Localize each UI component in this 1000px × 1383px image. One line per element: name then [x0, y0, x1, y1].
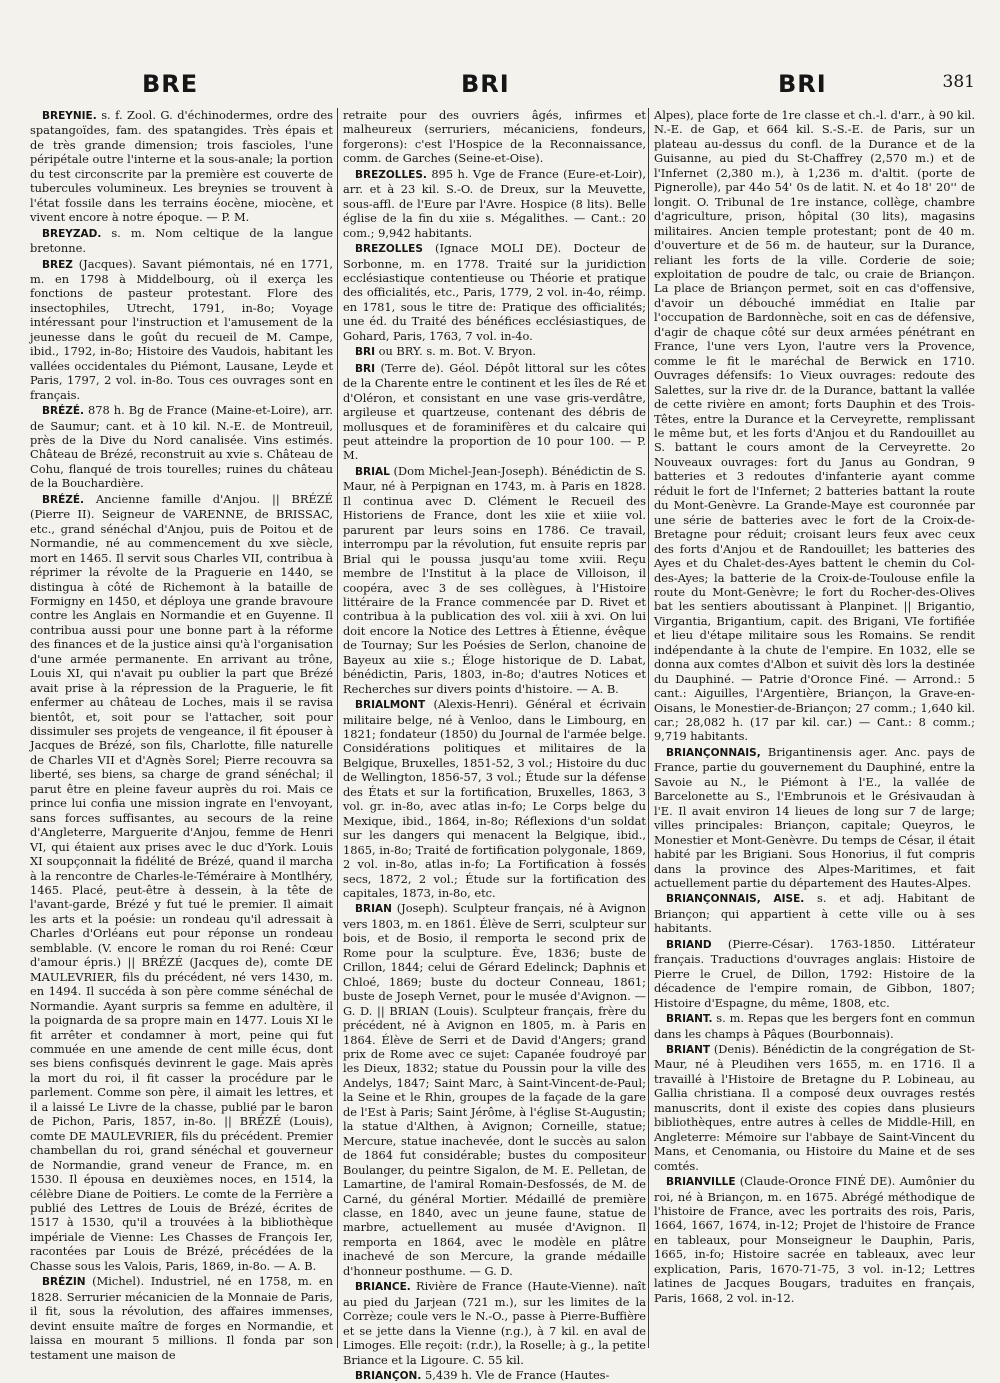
entry-text: (Joseph). Sculpteur français, né à Avignon vers 1803, m. en 1861. Élève de Serri, sculpteur sur bois, et de Bosio, il remporta le second prix de Rome pour la sculpture. Ève, 1836; buste de Crillon, 1844; celui de Gérard Edelinck; Daphnis et Chloé, 1869; buste du docteur Conneau, 1861; buste de Joseph Vernet, pour le musée d'Avignon. — G. D. || BRIAN (Louis). Sculpteur français, frère du précédent, né à Avignon en 1805, m. à Paris en 1864. Élève de Serri et de David d'Angers; grand prix de Rome avec ce sujet: Capanée foudroyé par les Dieux, 1832; statue du Poussin pour la ville des Andelys, 1847; Saint Marc, à Saint-Vincent-de-Paul; la Seine et le Rhin, groupes de la façade de la gare de l'Est à Paris; Saint Jérôme, à l'église St-Augustin; la statue d'Althen, à Avignon; Corneille, statue; Mercure, statue inachevée, dont le succès au salon de 1864 fut considérable; bustes du compositeur Boulanger, du peintre Sigalon, de M. E. Pelletan, de Lamartine, de l'amiral Romain-Desfossés, de M. de Carné, du général Mortier. Médaillé de première classe, en 1840, avec un jeune faune, statue de marbre, actuellement au musée d'Avignon. Il remporta en 1864, avec le modèle en plâtre inachevé de son Mercure, la grande médaille d'honneur posthume. — G. D.	[343, 901, 646, 1278]
dictionary-entry	[343, 697, 646, 900]
dictionary-entry	[343, 361, 646, 463]
dictionary-entry	[343, 1279, 646, 1367]
entry-text: (Dom Michel-Jean-Joseph). Bénédictin de S. Maur, né à Perpignan en 1743, m. à Paris en 1828. Il continua avec D. Clément le Recueil des Historiens de France, dont les xiie et xiiie vol. parurent par leurs soins en 1786. Ce travail, interrompu par la révolution, fut ensuite repris par Brial qui le poussa jusqu'au tome xviii. Reçu membre de l'Institut à la place de Villoison, il coopéra, avec 3 de ses collègues, à l'Histoire littéraire de la France commencée par D. Rivet et contribua à la publication des vol. xiii à xvi. On lui doit encore la Notice des Lettres à Étienne, évêque de Tournay; Sur les Poésies de Serlon, chanoine de Bayeux au xiie s.; Éloge historique de D. Labat, bénédictin, Paris, 1803, in-8o; d'autres Notices et Recherches sur divers points d'histoire. — A. B.	[343, 463, 646, 696]
dictionary-entry	[654, 937, 975, 1010]
dictionary-entry	[343, 1368, 646, 1383]
header-right-word: BRI	[778, 70, 827, 98]
dictionary-entry	[30, 108, 333, 225]
entry-headword: BRIAN	[355, 903, 392, 916]
entry-text: 878 h. Bg de France (Maine-et-Loire), arr. de Saumur; cant. et à 10 kil. N.-E. de Montreuil, près de la Dive du Nord canalisée. Vins estimés. Château de Brézé, reconstruit au xvie s. Château de Cohu, flanqué de trois tourelles; ruines du château de la Bouchardière.	[30, 403, 333, 491]
entry-headword: BRIAL	[355, 465, 390, 478]
entry-headword: BRI	[355, 362, 375, 375]
entry-text: (Ignace MOLI DE). Docteur de Sorbonne, m. en 1778. Traité sur la juridiction ecclésiastique contentieuse ou Théorie et pratique des officialités, etc., Paris, 1779, 2 vol. in-4o, réimp. en 1781, sous le titre de: Pratique des officialités; une éd. du Traité des bénéfices ecclésiastiques, de Gohard, Paris, 1763, 7 vol. in-4o.	[343, 241, 646, 343]
dictionary-entry	[654, 1042, 975, 1173]
column-right	[654, 108, 975, 1358]
dictionary-entry	[654, 1011, 975, 1041]
entry-headword: BREZOLLES.	[355, 168, 427, 181]
entry-text: Brigantinensis ager. Anc. pays de France, partie du gouvernement du Dauphiné, entre la Savoie au N., le Piémont à l'E., la vallée de Barcelonette au S., l'Embrunois et le Grésivaudan à l'E. Il avait environ 14 lieues de long sur 7 de large; villes principales: Briançon, capitale; Queyros, le Monestier et Mont-Genèvre. Du temps de César, il était habité par les Brigiani. Sous Honorius, il fut compris dans la province des Alpes-Maritimes, et fait actuellement partie du département des Hautes-Alpes.	[654, 744, 975, 891]
dictionary-body	[30, 108, 975, 1382]
entry-text: retraite pour des ouvriers âgés, infirmes et malheureux (serruriers, mécaniciens, fondeurs, forgerons): c'est l'Hospice de la Reconnaissance, comm. de Garches (Seine-et-Oise).	[343, 108, 646, 166]
entry-headword: BRÉZÉ.	[42, 493, 85, 506]
entry-text: s. m. Repas que les bergers font en commun dans les champs à Pâques (Bourbonnais).	[654, 1011, 975, 1041]
entry-headword: BRIANVILLE	[666, 1176, 736, 1189]
dictionary-entry	[343, 167, 646, 240]
entry-text: Alpes), place forte de 1re classe et ch.-l. d'arr., à 90 kil. N.-E. de Gap, et 664 kil. S.-S.-E. de Paris, sur un plateau au-dessus du confl. de la Durance et de la Guisanne, au pied du St-Chaffrey (2,570 m.) et de l'Infernet (2,380 m.), à 1,236 m. d'altit. (porte de Pignerolle), par 44o 54' 0s de latit. N. et 4o 18' 20'' de longit. O. Tribunal de 1re instance, collège, chambre d'agriculture, prison, hôpital (30 lits), magasins militaires. Ancien temple protestant; pont de 40 m. d'ouverture et de 56 m. de hauteur, sur la Durance, reliant les forts de la ville. Corderie de soie; exploitation de poudre de talc, ou craie de Briançon. La place de Briançon permet, soit en cas d'offensive, d'avoir un débouché immédiat en Italie par l'occupation de Bardonnèche, soit en cas de défensive, d'agir de chaque côté sur deux armées pénétrant en France, l'une vers Lyon, l'autre vers la Provence, comme le fit le maréchal de Berwick en 1710. Ouvrages défensifs: 1o Vieux ouvrages: redoute des Salettes, sur la rive dr. de la Durance, battant la vallée de cette rivière en amont; forts Dauphin et des Trois-Têtes, entre la Durance et la Cerveyrette, remplissant le même but, et les forts d'Anjou et du Randouillet au S. battant le cours amont de la Cerveyrette. 2o Nouveaux ouvrages: fort du Janus au Gondran, 9 batteries et 3 redoutes d'infanterie ayant comme réduit le fort de l'Infernet; 2 batteries battant la route du Mont-Genèvre. La Grande-Maye est couronnée par une série de batteries avec le fort de la Croix-de-Bretagne pour réduit; croisant leurs feux avec ceux des forts d'Anjou et de Randouillet; les batteries des Ayes et du Chalet-des-Ayes battent le chemin du Col-des-Ayes; la batterie de la Croix-de-Toulouse enfile la route du Mont-Genèvre; le fort du Rocher-des-Olives bat les sentiers aboutissant à Planpinet. || Brigantio, Virgantia, Brigantium, capit. des Brigani, VIe fortifiée et lieu d'étape militaire sous les Romains. Se rendit indépendante à la chute de l'empire. En 1032, elle se donna aux comtes d'Albon et suivit dès lors la destinée du Dauphiné. — Patrie d'Oronce Finé. — Arrond.: 5 cant.: Aiguilles, l'Argentière, Briançon, la Grave-en-Oisans, le Monestier-de-Briançon; 27 comm.; 1,640 kil. car.; 28,082 h. (17 par kil. car.) — Cant.: 8 comm.; 9,719 habitants.	[654, 108, 975, 744]
header-center-word: BRI	[461, 70, 510, 98]
entry-headword: BREZ	[42, 258, 73, 271]
entry-text: (Jacques). Savant piémontais, né en 1771, m. en 1798 à Middelbourg, où il exerça les fonctions de pasteur protestant. Flore des insectophiles, Utrecht, 1791, in-8o; Voyage intéressant pour l'instruction et l'amusement de la jeunesse dans le goût du recueil de M. Campe, ibid., 1792, in-8o; Histoire des Vaudois, habitant les vallées occidentales du Piémont, Lausane, Leyde et Paris, 1797, 2 vol. in-8o. Tous ces ouvrages sont en français.	[30, 256, 333, 402]
dictionary-entry	[343, 108, 646, 166]
column-left	[30, 108, 333, 1362]
dictionary-entry	[654, 1174, 975, 1305]
entry-headword: BRIANT.	[666, 1013, 713, 1026]
entry-text: 5,439 h. Vle de France (Hautes-	[421, 1367, 610, 1382]
header-left-word: BRE	[142, 70, 199, 98]
dictionary-entry	[30, 1274, 333, 1362]
entry-text: (Michel). Industriel, né en 1758, m. en 1828. Serrurier mécanicien de la Monnaie de Paris, il fit, sous la révolution, des affaires immenses, devint ensuite maître de forges en Normandie, et laissa en mourant 5 millions. Il fonda par son testament une maison de	[30, 1274, 333, 1362]
entry-text: (Claude-Oronce FINÉ DE). Aumônier du roi, né à Briançon, m. en 1675. Abrégé méthodique de l'histoire de France, avec les portraits des rois, Paris, 1664, 1667, 1674, in-12; Projet de l'histoire de France en tableaux, pour Monseigneur le Dauphin, Paris, 1665, in-fo; Histoire sacrée en tableaux, avec leur explication, Paris, 1670-71-75, 3 vol. in-12; Lettres latines de Jacques Bougars, traduites en français, Paris, 1668, 2 vol. in-12.	[654, 1174, 975, 1305]
page-number: 381	[942, 72, 975, 92]
column-middle	[343, 108, 646, 1382]
dictionary-entry	[654, 745, 975, 891]
entry-headword: BRI	[355, 346, 375, 359]
dictionary-entry	[30, 403, 333, 491]
entry-text: Ancienne famille d'Anjou. || BRÉZÉ (Pierre II). Seigneur de VARENNE, de BRISSAC, etc., grand sénéchal d'Anjou, puis de Poitou et de Normandie, né au commencement du xve siècle, mort en 1465. Il servit sous Charles VII, contribua à réprimer la révolte de la Praguerie en 1440, se distingua à côté de Richemont à la bataille de Formigny en 1450, et déploya une grande bravoure contre les Anglais en Normandie et en Guyenne. Il contribua aussi pour une bonne part à la réforme des finances et de la justice ainsi qu'à l'organisation d'une armée permanente. En arrivant au trône, Louis XI, qui n'avait pu oublier la part que Brézé avait prise à la répression de la Praguerie, le fit enfermer au château de Loches, mais il se ravisa bientôt, et, soit pour se l'attacher, soit pour dissimuler ses projets de vengeance, il fit épouser à Jacques de Brézé, son fils, Charlotte, fille naturelle de Charles VII et d'Agnès Sorel; Pierre recouvra sa liberté, ses biens, sa charge de grand sénéchal; il parut être en pleine faveur auprès du roi. Mais ce prince lui confia une mission ingrate en l'envoyant, sans forces suffisantes, au secours de la reine d'Angleterre, Marguerite d'Anjou, femme de Henri VI, qui étaient aux prises avec le duc d'York. Louis XI soupçonnait la fidélité de Brézé, quand il marcha à la rencontre de Charles-le-Téméraire à Montlhéry, 1465. Placé, peut-être à dessein, à la tête de l'avant-garde, Brézé y fut tué le premier. Il aimait les arts et la poésie: un rondeau qu'il adressait à Charles d'Orléans eut pour réponse un rondeau semblable. (V. encore le roman du roi René: Cœur d'amour épris.) || BRÉZÉ (Jacques de), comte DE MAULEVRIER, fils du précédent, né vers 1430, m. en 1494. Il succéda à son père comme sénéchal de Normandie. Ayant surpris sa femme en adultère, il la poignarda de sa propre main en 1477. Louis XI le fit arrêter et condamner à mort, peine qui fut commuée en une amende de cent mille écus, dont ses biens confisqués devinrent le gage. Mais après la mort du roi, il fit casser la procédure par le parlement. Comme son père, il aimait les lettres, et il a laissé Le Livre de la chasse, publié par le baron de Pichon, Paris, 1857, in-8o. || BRÉZÉ (Louis), comte DE MAULEVRIER, fils du précédent. Premier chambellan du roi, grand sénéchal et gouverneur de Normandie, grand veneur de France, m. en 1530. Il épousa en deuxièmes noces, en 1514, la célèbre Diane de Poitiers. Le comte de la Ferrière a publié des Lettres de Louis de Brézé, écrites de 1517 à 1530, qu'il a trouvées à la bibliothèque impériale de Vienne: Les Chasses de François Ier, racontées par Louis de Brézé, précédées de la Chasse sous les Valois, Paris, 1869, in-8o. — A. B.	[30, 491, 333, 1273]
dictionary-entry	[343, 344, 646, 359]
entry-headword: BRIANCE.	[355, 1281, 411, 1294]
dictionary-entry	[654, 108, 975, 744]
entry-text: (Terre de). Géol. Dépôt littoral sur les côtes de la Charente entre le continent et les îles de Ré et d'Oléron, et consistant en une vase gris-verdâtre, argileuse et quartzeuse, contenant des débris de mollusques et de foraminifères et du calcaire qui peut atteindre la proportion de 10 pour 100. — P. M.	[343, 360, 646, 463]
entry-text: s. m. Nom celtique de la langue bretonne.	[30, 225, 333, 256]
entry-headword: BRIANÇONNAIS,	[666, 746, 761, 759]
entry-headword: BRÉZÉ.	[42, 405, 85, 418]
entry-text: (Alexis-Henri). Général et écrivain militaire belge, né à Venloo, dans le Limbourg, en 1821; fondateur (1850) du Journal de l'armée belge. Considérations politiques et militaires de la Belgique, Bruxelles, 1851-52, 3 vol.; Histoire du duc de Wellington, 1856-57, 3 vol.; Étude sur la défense des États et sur la fortification, Bruxelles, 1863, 3 vol. gr. in-8o, avec atlas in-fo; Le Corps belge du Mexique, ibid., 1864, in-8o; Réflexions d'un soldat sur les dangers qui menacent la Belgique, ibid., 1865, in-8o; Traité de fortification polygonale, 1869, 2 vol. in-8o, atlas in-fo; La Fortification à fossés secs, 1872, 2 vol.; Étude sur la fortification des capitales, 1873, in-8o, etc.	[343, 697, 646, 901]
entry-text: Rivière de France (Haute-Vienne). naît au pied du Jarjean (721 m.), sur les limites de la Corrèze; coule vers le N.-O., passe à Pierre-Buffière et se jette dans la Vienne (r.g.), à 7 kil. en aval de Limoges. Elle reçoit: (r.dr.), la Roselle; à g., la petite Briance et la Ligoure. C. 55 kil.	[343, 1279, 646, 1367]
entry-headword: BREYZAD.	[42, 227, 102, 240]
dictionary-entry	[30, 492, 333, 1273]
entry-headword: BRIALMONT	[355, 699, 426, 712]
entry-headword: BRIANT	[666, 1044, 711, 1056]
dictionary-entry	[343, 241, 646, 343]
dictionary-entry	[654, 891, 975, 935]
entry-text: (Pierre-César). 1763-1850. Littérateur français. Traductions d'ouvrages anglais: Histoire de Pierre le Cruel, de Dillon, 1792: Histoire de la décadence de l'empire romain, de Gibbon, 1807; Histoire d'Espagne, du même, 1808, etc.	[654, 936, 975, 1010]
running-header	[30, 62, 975, 102]
entry-text: s. f. Zool. G. d'échinodermes, ordre des spatangoïdes, fam. des spatangides. Très épais et de très grande dimension; trois fascioles, l'une péripétale outre l'interne et la sous-anale; la portion du test circonscrite par la première est couverte de tubercules volumineux. Les breynies se trouvent à l'état fossile dans les terrains éocène, miocène, et vivent encore à notre époque. — P. M.	[30, 108, 333, 225]
dictionary-entry	[30, 257, 333, 403]
entry-headword: BRIANÇONNAIS, AISE.	[666, 893, 805, 906]
entry-text: (Denis). Bénédictin de la congrégation de St-Maur, né à Pleudihen vers 1655, m. en 1716. Il a travaillé à l'Histoire de Bretagne du P. Lobineau, au Gallia christiana. Il a composé deux ouvrages restés manuscrits, dont il existe des copies dans plusieurs bibliothèques, entre autres à celles de Middle-Hill, en Angleterre: Mémoire sur l'abbaye de Saint-Vincent du Mans, et Cenomania, ou Histoire du Maine et de ses comtés.	[654, 1042, 975, 1173]
entry-headword: BREZOLLES	[355, 243, 423, 256]
entry-headword: BREYNIE.	[42, 110, 97, 122]
entry-text: s. et adj. Habitant de Briançon; qui appartient à cette ville ou à ses habitants.	[654, 891, 975, 936]
entry-text: 895 h. Vge de France (Eure-et-Loir), arr. et à 23 kil. S.-O. de Dreux, sur la Meuvette, sous-affl. de l'Eure par l'Avre. Hospice (8 lits). Belle église de la fin du xiie s. Mégalithes. — Cant.: 20 com.; 9,942 habitants.	[343, 166, 646, 240]
dictionary-entry	[343, 464, 646, 696]
dictionary-entry	[30, 226, 333, 256]
entry-headword: BRÉZIN	[42, 1276, 86, 1289]
entry-headword: BRIAND	[666, 938, 712, 951]
entry-headword: BRIANÇON.	[355, 1369, 422, 1382]
entry-text: ou BRY. s. m. Bot. V. Bryon.	[375, 344, 537, 359]
dictionary-entry	[343, 901, 646, 1278]
